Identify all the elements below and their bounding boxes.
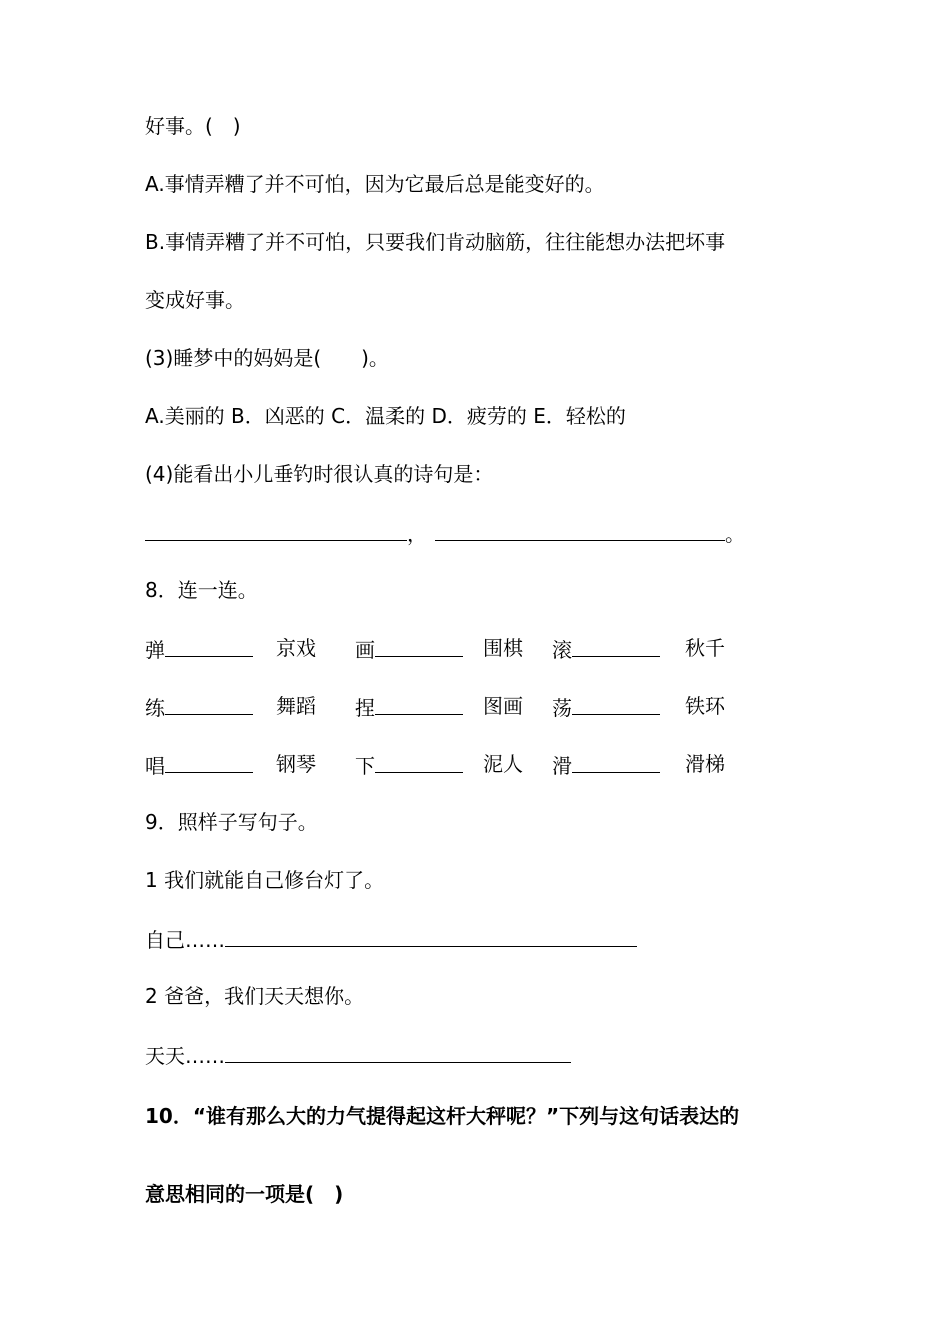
question-10: 10．“谁有那么大的力气提得起这杆大秤呢？”下列与这句话表达的: [145, 1104, 740, 1128]
match-verb: 滚: [552, 634, 660, 664]
match-verb: 练: [145, 692, 253, 722]
match-blank[interactable]: [572, 692, 660, 715]
example-sentence-2: 2 爸爸，我们天天想你。: [145, 984, 365, 1008]
question-8-title: 8．连一连。: [145, 578, 258, 602]
answer-line-2: [145, 1040, 571, 1070]
match-noun: 围棋: [483, 636, 523, 660]
answer-prefix-1: 自己……: [145, 928, 225, 952]
answer-blank-sentence-2[interactable]: [225, 1040, 571, 1063]
answer-prefix-2: 天天……: [145, 1044, 225, 1068]
option-a: A.事情弄糟了并不可怕，因为它最后总是能变好的。: [145, 172, 605, 196]
match-noun: 滑梯: [685, 752, 725, 776]
match-blank[interactable]: [165, 750, 253, 773]
match-verb: 唱: [145, 750, 253, 780]
match-noun: 铁环: [685, 694, 725, 718]
question-10-continuation: 意思相同的一项是( ): [145, 1182, 344, 1206]
answer-blank-1[interactable]: [145, 518, 407, 541]
match-blank[interactable]: [572, 634, 660, 657]
match-verb: 捏: [355, 692, 463, 722]
answer-blank-2[interactable]: [435, 518, 725, 541]
comma: ，: [407, 522, 427, 546]
answer-blank-sentence-1[interactable]: [225, 924, 637, 947]
match-noun: 泥人: [483, 752, 523, 776]
option-b: B.事情弄糟了并不可怕，只要我们肯动脑筋，往往能想办法把坏事: [145, 230, 726, 254]
match-noun: 秋千: [685, 636, 725, 660]
match-noun: 图画: [483, 694, 523, 718]
match-blank[interactable]: [375, 634, 463, 657]
match-verb: 弹: [145, 634, 253, 664]
question-4: (4)能看出小儿垂钓时很认真的诗句是：: [145, 462, 494, 486]
match-verb: 滑: [552, 750, 660, 780]
question-9-title: 9．照样子写句子。: [145, 810, 318, 834]
match-verb: 下: [355, 750, 463, 780]
match-noun: 钢琴: [276, 752, 316, 776]
match-blank[interactable]: [375, 750, 463, 773]
match-verb: 荡: [552, 692, 660, 722]
period: 。: [725, 522, 745, 546]
option-b-continuation: 变成好事。: [145, 288, 245, 312]
match-blank[interactable]: [165, 634, 253, 657]
question-3: (3)睡梦中的妈妈是( )。: [145, 346, 389, 370]
question-continuation: 好事。( ): [145, 114, 241, 138]
example-sentence-1: 1 我们就能自己修台灯了。: [145, 868, 385, 892]
match-noun: 舞蹈: [276, 694, 316, 718]
question-3-options: A.美丽的 B．凶恶的 C．温柔的 D．疲劳的 E．轻松的: [145, 404, 626, 428]
match-blank[interactable]: [375, 692, 463, 715]
match-verb: 画: [355, 634, 463, 664]
answer-line-1: [145, 924, 637, 954]
match-blank[interactable]: [165, 692, 253, 715]
match-blank[interactable]: [572, 750, 660, 773]
match-noun: 京戏: [276, 636, 316, 660]
answer-line-poem: [145, 518, 745, 548]
